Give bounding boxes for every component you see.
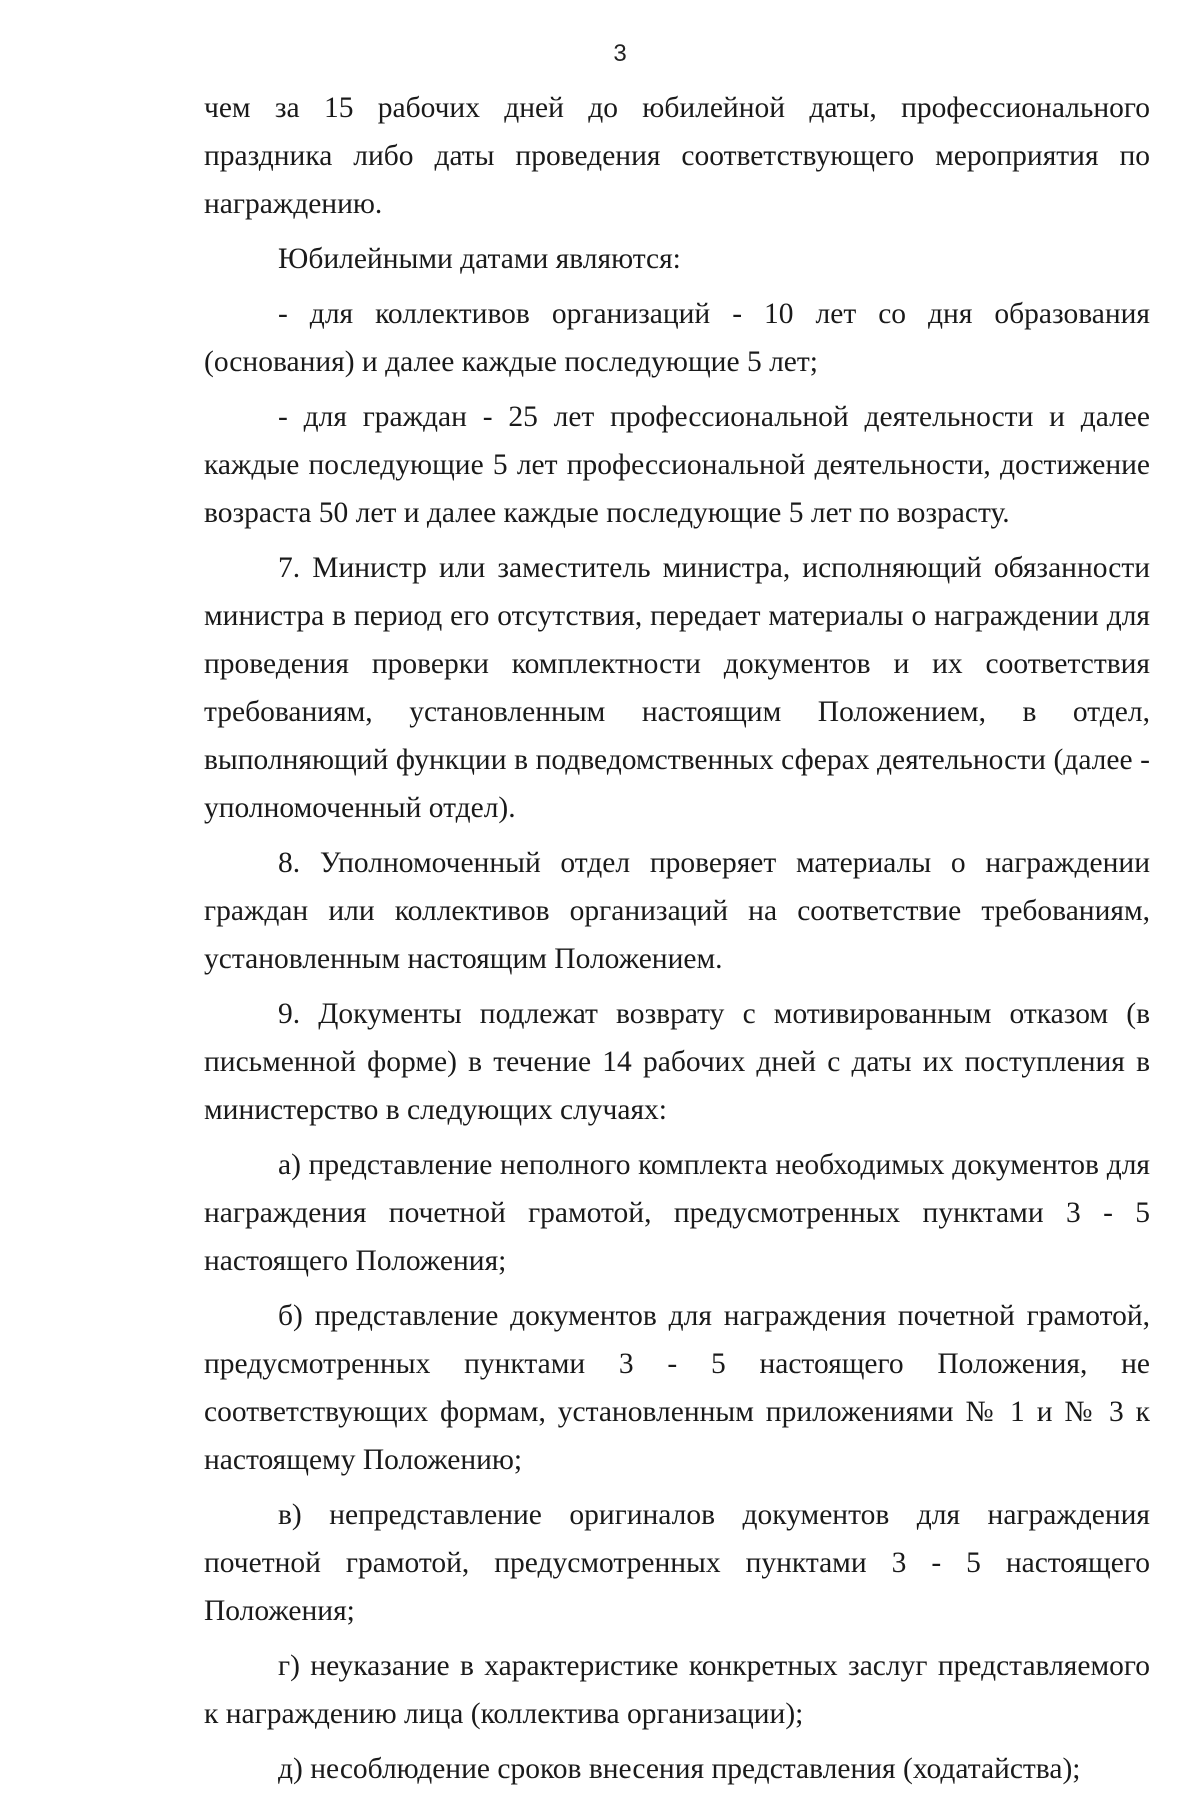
paragraph-subitem-b: б) представление документов для награждения почетной грамотой, предусмотренных пунктами 3 - 5 настоящего Положения, не соответствующих формам, установленным приложениями № 1 и № 3 к настоящему Положению; (204, 1300, 1150, 1476)
document-body (204, 84, 1150, 1793)
paragraph-subitem-d: д) несоблюдение сроков внесения представления (ходатайства); (278, 1753, 1081, 1785)
paragraph-jubilee-dates-intro: Юбилейными датами являются: (278, 243, 681, 275)
paragraph-jubilee-organizations: - для коллективов организаций - 10 лет со дня образования (основания) и далее каждые последующие 5 лет; (204, 298, 1150, 378)
paragraph-item-8: 8. Уполномоченный отдел проверяет материалы о награждении граждан или коллективов организаций на соответствие требованиям, установленным настоящим Положением. (204, 847, 1150, 975)
paragraph-subitem-g: г) неуказание в характеристике конкретных заслуг представляемого к награждению лица (коллектива организации); (204, 1650, 1150, 1730)
paragraph-continuation: чем за 15 рабочих дней до юбилейной даты, профессионального праздника либо даты проведения соответствующего мероприятия по награждению. (204, 92, 1150, 220)
paragraph-jubilee-citizens: - для граждан - 25 лет профессиональной деятельности и далее каждые последующие 5 лет профессиональной деятельности, достижение возраста 50 лет и далее каждые последующие 5 лет по возрасту. (204, 401, 1150, 529)
page-number: 3 (613, 40, 627, 67)
paragraph-item-9: 9. Документы подлежат возврату с мотивированным отказом (в письменной форме) в течение 14 рабочих дней с даты их поступления в министерство в следующих случаях: (204, 998, 1150, 1126)
paragraph-item-7: 7. Министр или заместитель министра, исполняющий обязанности министра в период его отсутствия, передает материалы о награждении для проведения проверки комплектности документов и их соответствия требованиям, установленным настоящим Положением, в отдел, выполняющий функции в подведомственных сферах деятельности (далее - уполномоченный отдел). (204, 552, 1150, 824)
paragraph-subitem-a: а) представление неполного комплекта необходимых документов для награждения почетной грамотой, предусмотренных пунктами 3 - 5 настоящего Положения; (204, 1149, 1150, 1277)
paragraph-subitem-v: в) непредставление оригиналов документов для награждения почетной грамотой, предусмотренных пунктами 3 - 5 настоящего Положения; (204, 1499, 1150, 1627)
